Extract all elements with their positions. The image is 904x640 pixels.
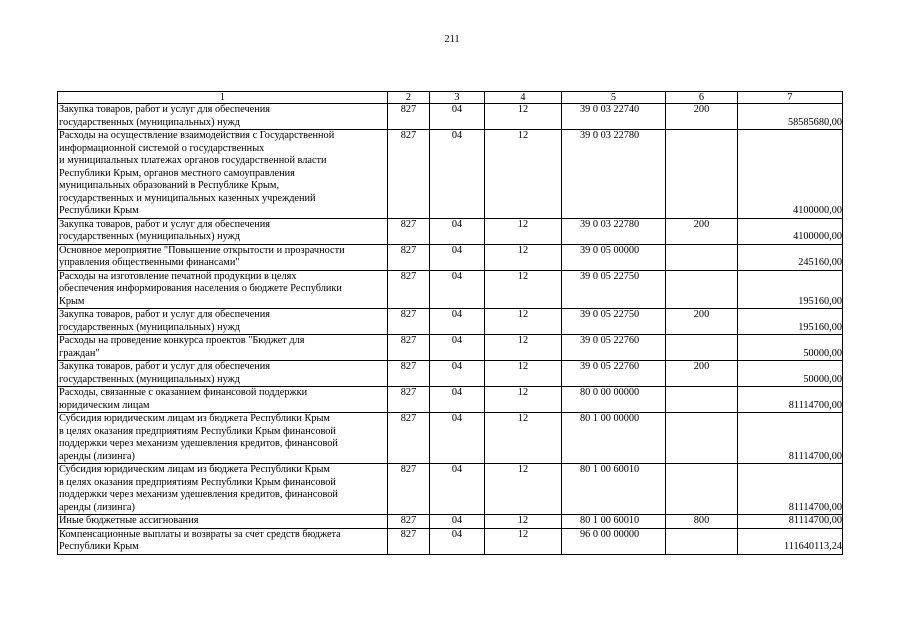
table-header-row (58, 92, 843, 104)
expense-type-cell (666, 130, 738, 219)
ministry-code-cell: 827 (388, 528, 430, 554)
ministry-code-cell: 827 (388, 270, 430, 309)
expense-type-cell (666, 413, 738, 464)
table-row (58, 218, 843, 244)
row-description (58, 104, 388, 130)
description-line: Расходы, связанные с оказанием финансовой поддержки (59, 387, 308, 398)
amount-cell: 81114700,00 (738, 464, 843, 515)
ministry-code-cell: 827 (388, 387, 430, 413)
amount-cell: 81114700,00 (738, 387, 843, 413)
description-line: Расходы на изготовление печатной продукции в целях (59, 270, 297, 282)
description-line: информационной системой о государственных (59, 142, 265, 154)
column-header-1: 1 (58, 92, 388, 104)
table-row (58, 413, 843, 464)
table-row (58, 387, 843, 413)
target-article-cell: 39 0 05 22750 (562, 270, 666, 309)
row-description (58, 413, 388, 464)
section-cell: 04 (430, 218, 485, 244)
subsection-cell: 12 (485, 464, 562, 515)
table-row (58, 244, 843, 270)
section-cell: 04 (430, 104, 485, 130)
row-description (58, 335, 388, 361)
description-line: Закупка товаров, работ и услуг для обеспечения (59, 361, 270, 372)
table-row (58, 515, 843, 529)
description-line: и муниципальных платежах органов государственной власти (59, 155, 327, 166)
description-line: в целях оказания предприятиям Республики Крым финансовой (59, 476, 336, 488)
description-line: Республики Крым (59, 205, 139, 216)
subsection-cell: 12 (485, 528, 562, 554)
description-line: государственных (муниципальных) нужд (59, 231, 240, 242)
subsection-cell: 12 (485, 218, 562, 244)
expense-type-cell (666, 244, 738, 270)
ministry-code-cell: 827 (388, 335, 430, 361)
section-cell: 04 (430, 244, 485, 270)
description-line: аренды (лизинга) (59, 501, 135, 513)
description-line: Закупка товаров, работ и услуг для обеспечения (59, 218, 270, 230)
description-line: Расходы на осуществление взаимодействия с Государственной (59, 130, 335, 141)
table-row (58, 104, 843, 130)
column-header-3: 3 (430, 92, 485, 104)
subsection-cell: 12 (485, 387, 562, 413)
row-description (58, 361, 388, 387)
expense-type-cell (666, 387, 738, 413)
description-line: государственных (муниципальных) нужд (59, 116, 240, 128)
target-article-cell: 39 0 05 00000 (562, 244, 666, 270)
row-description (58, 464, 388, 515)
target-article-cell: 39 0 05 22760 (562, 335, 666, 361)
table-row (58, 528, 843, 554)
expense-type-cell (666, 335, 738, 361)
ministry-code-cell: 827 (388, 309, 430, 335)
section-cell: 04 (430, 413, 485, 464)
table-row (58, 335, 843, 361)
amount-cell: 50000,00 (738, 361, 843, 387)
description-line: аренды (лизинга) (59, 450, 135, 462)
ministry-code-cell: 827 (388, 464, 430, 515)
table-row (58, 270, 843, 309)
section-cell: 04 (430, 515, 485, 529)
description-line: граждан" (59, 347, 100, 359)
description-line: Компенсационные выплаты и возвраты за счет средств бюджета (59, 528, 341, 540)
table-row (58, 464, 843, 515)
column-header-4: 4 (485, 92, 562, 104)
description-line: Иные бюджетные ассигнования (59, 515, 199, 526)
expense-type-cell: 200 (666, 309, 738, 335)
amount-cell: 4100000,00 (738, 218, 843, 244)
amount-cell: 195160,00 (738, 270, 843, 309)
table-row (58, 130, 843, 219)
section-cell: 04 (430, 335, 485, 361)
row-description (58, 270, 388, 309)
table-row (58, 361, 843, 387)
description-line: в целях оказания предприятиям Республики Крым финансовой (59, 425, 336, 437)
target-article-cell: 39 0 05 22750 (562, 309, 666, 335)
description-line: юридическим лицам (59, 399, 150, 411)
amount-cell: 111640113,24 (738, 528, 843, 554)
amount-cell: 81114700,00 (738, 413, 843, 464)
ministry-code-cell: 827 (388, 130, 430, 219)
description-line: государственных (муниципальных) нужд (59, 321, 240, 333)
amount-cell: 81114700,00 (738, 515, 843, 529)
expense-type-cell: 800 (666, 515, 738, 529)
section-cell: 04 (430, 387, 485, 413)
subsection-cell: 12 (485, 515, 562, 529)
description-line: обеспечения информирования населения о бюджете Республики (59, 283, 342, 294)
ministry-code-cell: 827 (388, 361, 430, 387)
budget-table (57, 91, 843, 555)
amount-cell: 245160,00 (738, 244, 843, 270)
expense-type-cell: 200 (666, 104, 738, 130)
description-line: Субсидия юридическим лицам из бюджета Республики Крым (59, 464, 330, 475)
description-line: государственных и муниципальных казенных учреждений (59, 192, 316, 204)
expense-type-cell: 200 (666, 218, 738, 244)
row-description (58, 387, 388, 413)
target-article-cell: 80 1 00 00000 (562, 413, 666, 464)
row-description (58, 528, 388, 554)
subsection-cell: 12 (485, 270, 562, 309)
ministry-code-cell: 827 (388, 104, 430, 130)
description-line: Основное мероприятие "Повышение открытости и прозрачности (59, 244, 345, 256)
description-line: поддержки через механизм удешевления кредитов, финансовой (59, 438, 338, 449)
section-cell: 04 (430, 464, 485, 515)
description-line: Субсидия юридическим лицам из бюджета Республики Крым (59, 413, 330, 424)
expense-type-cell (666, 528, 738, 554)
column-header-7: 7 (738, 92, 843, 104)
description-line: Республики Крым (59, 541, 139, 552)
section-cell: 04 (430, 130, 485, 219)
expense-type-cell (666, 464, 738, 515)
subsection-cell: 12 (485, 244, 562, 270)
amount-cell: 50000,00 (738, 335, 843, 361)
description-line: Крым (59, 295, 85, 307)
amount-cell: 195160,00 (738, 309, 843, 335)
description-line: Закупка товаров, работ и услуг для обеспечения (59, 104, 270, 115)
page-number: 211 (444, 34, 460, 45)
section-cell: 04 (430, 361, 485, 387)
description-line: муниципальных образований в Республике Крым, (59, 180, 280, 191)
description-line: Республики Крым, органов местного самоуправления (59, 167, 295, 179)
target-article-cell: 39 0 03 22780 (562, 130, 666, 219)
ministry-code-cell: 827 (388, 413, 430, 464)
row-description (58, 130, 388, 219)
target-article-cell: 80 1 00 60010 (562, 515, 666, 529)
description-line: Расходы на проведение конкурса проектов "Бюджет для (59, 335, 305, 346)
subsection-cell: 12 (485, 104, 562, 130)
description-line: управления общественными финансами" (59, 257, 240, 268)
ministry-code-cell: 827 (388, 218, 430, 244)
expense-type-cell: 200 (666, 361, 738, 387)
expense-type-cell (666, 270, 738, 309)
subsection-cell: 12 (485, 361, 562, 387)
target-article-cell: 96 0 00 00000 (562, 528, 666, 554)
ministry-code-cell: 827 (388, 244, 430, 270)
amount-cell: 4100000,00 (738, 130, 843, 219)
row-description (58, 515, 388, 529)
target-article-cell: 39 0 05 22760 (562, 361, 666, 387)
subsection-cell: 12 (485, 335, 562, 361)
column-header-2: 2 (388, 92, 430, 104)
subsection-cell: 12 (485, 309, 562, 335)
ministry-code-cell: 827 (388, 515, 430, 529)
section-cell: 04 (430, 528, 485, 554)
subsection-cell: 12 (485, 130, 562, 219)
target-article-cell: 80 0 00 00000 (562, 387, 666, 413)
section-cell: 04 (430, 270, 485, 309)
section-cell: 04 (430, 309, 485, 335)
target-article-cell: 39 0 03 22780 (562, 218, 666, 244)
row-description (58, 218, 388, 244)
column-header-6: 6 (666, 92, 738, 104)
target-article-cell: 39 0 03 22740 (562, 104, 666, 130)
description-line: Закупка товаров, работ и услуг для обеспечения (59, 309, 270, 320)
target-article-cell: 80 1 00 60010 (562, 464, 666, 515)
description-line: поддержки через механизм удешевления кредитов, финансовой (59, 489, 338, 500)
row-description (58, 309, 388, 335)
subsection-cell: 12 (485, 413, 562, 464)
description-line: государственных (муниципальных) нужд (59, 373, 240, 385)
table-row (58, 309, 843, 335)
row-description (58, 244, 388, 270)
amount-cell: 58585680,00 (738, 104, 843, 130)
column-header-5: 5 (562, 92, 666, 104)
